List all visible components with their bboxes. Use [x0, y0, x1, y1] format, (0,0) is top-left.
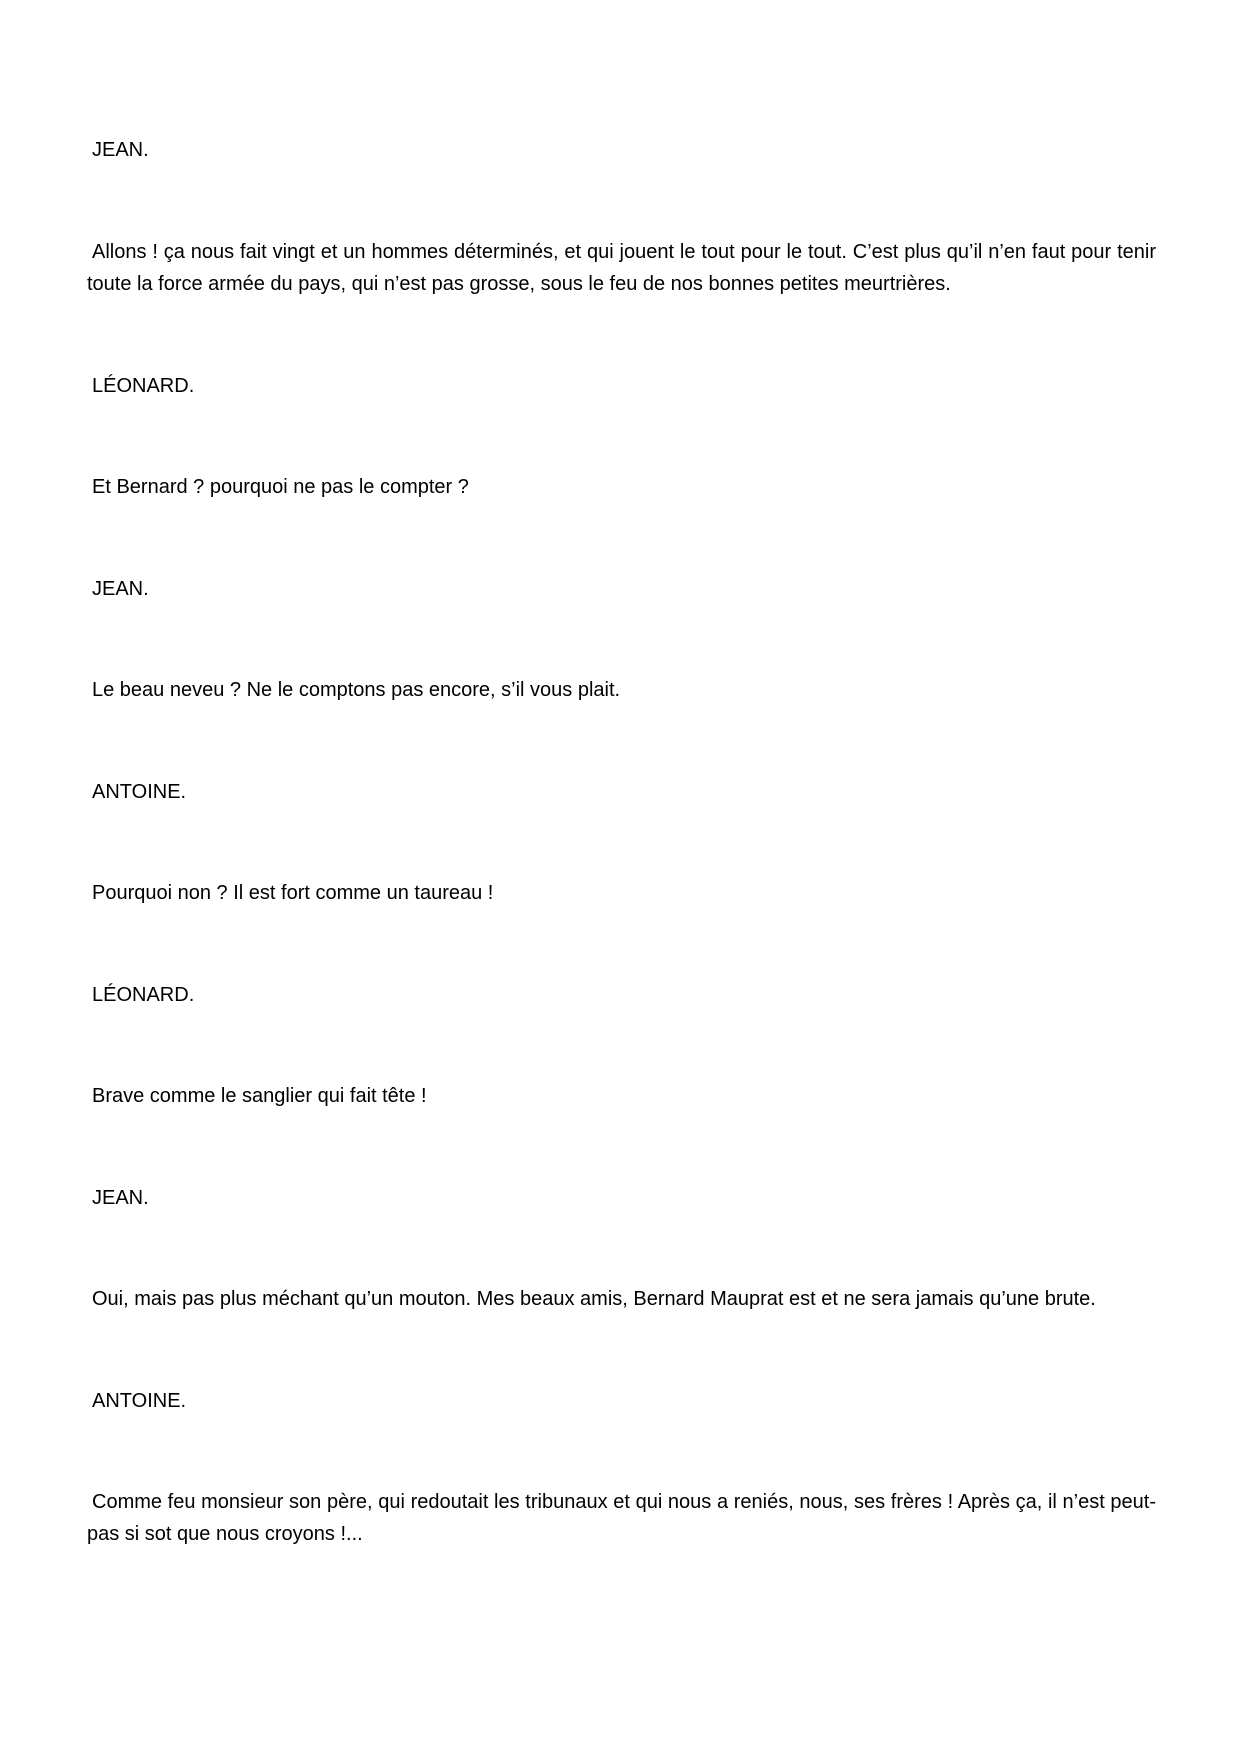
speaker-name: ANTOINE.	[92, 1390, 187, 1412]
dialogue-line: Brave comme le sanglier qui fait tête !	[92, 1085, 427, 1107]
speaker-name: ANTOINE.	[92, 781, 187, 803]
dialogue-line: Allons ! ça nous fait vingt et un hommes déterminés, et qui jouent le tout pour le tout. C’est plus qu’il n’en faut pour tenir toute la force armée du pays, qui n’est pas grosse, sous le feu de nos bonnes petites meurtrières.	[87, 241, 1156, 295]
speaker-name: LÉONARD.	[92, 984, 195, 1006]
dialogue-line: Comme feu monsieur son père, qui redoutait les tribunaux et qui nous a reniés, nous, ses frères ! Après ça, il n’est peut-pas si sot que nous croyons !...	[87, 1491, 1156, 1545]
dialogue-line: Et Bernard ? pourquoi ne pas le compter ?	[92, 476, 469, 498]
dialogue-line: Le beau neveu ? Ne le comptons pas encore, s’il vous plait.	[92, 679, 621, 701]
speaker-name: JEAN.	[92, 578, 149, 600]
speaker-name: JEAN.	[92, 1187, 149, 1209]
dialogue-line: Oui, mais pas plus méchant qu’un mouton. Mes beaux amis, Bernard Mauprat est et ne sera jamais qu’une brute.	[92, 1288, 1096, 1310]
speaker-name: JEAN.	[92, 139, 149, 161]
dialogue-line: Pourquoi non ? Il est fort comme un taureau !	[92, 882, 494, 904]
speaker-name: LÉONARD.	[92, 375, 195, 397]
